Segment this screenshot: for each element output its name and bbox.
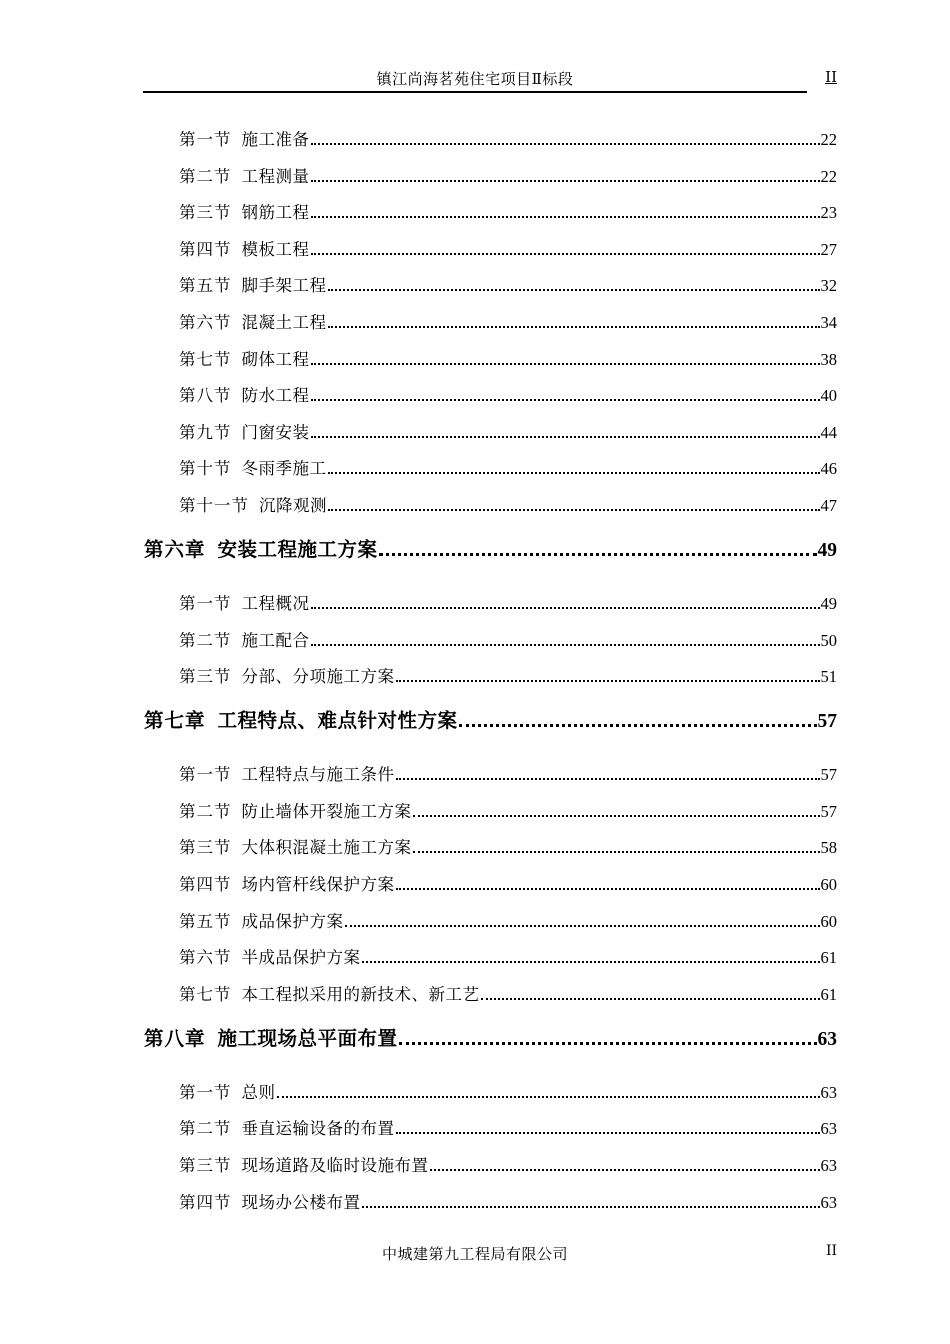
toc-entry-number: 第三节: [179, 1156, 232, 1175]
toc-entry-page: 51: [820, 667, 837, 687]
toc-chapter-entry[interactable]: [144, 1023, 837, 1051]
toc-entry-title: 施工配合: [241, 630, 310, 650]
toc-entry-number: 第二节: [179, 166, 232, 186]
toc-section-entry[interactable]: [179, 944, 837, 968]
toc-entry-title: 冬雨季施工: [241, 459, 327, 479]
toc-dot-leader: [396, 680, 820, 682]
toc-dot-leader: [399, 1042, 817, 1045]
toc-entry-number: 第二节: [179, 1119, 232, 1139]
toc-entry-title: 工程测量: [241, 166, 310, 186]
toc-dot-leader: [328, 289, 820, 291]
toc-dot-leader: [379, 553, 817, 556]
toc-entry-number: 第八章: [144, 1026, 206, 1050]
toc-entry-number: 第五节: [179, 911, 232, 931]
header-rule: [143, 91, 807, 93]
toc-entry-title: 安装工程施工方案: [217, 538, 378, 561]
toc-entry-number: 第四节: [179, 239, 232, 259]
toc-entry-page: 57: [817, 711, 837, 733]
toc-section-entry[interactable]: [179, 455, 837, 479]
toc-dot-leader: [328, 509, 820, 511]
toc-entry-number: 第四节: [179, 875, 232, 894]
toc-entry-title: 混凝土工程: [241, 313, 327, 332]
toc-section-entry[interactable]: [179, 346, 837, 370]
toc-section-entry[interactable]: [179, 1079, 837, 1103]
header-title: 镇江尚海茗苑住宅项目Ⅱ标段: [376, 70, 574, 88]
footer-company: 中城建第九工程局有限公司: [381, 1245, 568, 1263]
toc-dot-leader: [413, 851, 820, 853]
toc-entry-page: 34: [820, 313, 837, 332]
toc-entry-number: 第四节: [179, 1192, 232, 1212]
toc-entry-title: 场内管杆线保护方案: [241, 875, 395, 894]
toc-entry-title: 工程概况: [241, 594, 310, 613]
toc-section-entry[interactable]: [179, 382, 837, 406]
toc-entry-title: 门窗安装: [241, 422, 310, 442]
toc-entry-title: 分部、分项施工方案: [241, 667, 395, 687]
toc-section-entry[interactable]: [179, 627, 837, 651]
toc-entry-number: 第七节: [179, 984, 232, 1004]
toc-section-entry[interactable]: [179, 1152, 837, 1176]
toc-dot-leader: [459, 724, 817, 727]
toc-dot-leader: [311, 399, 820, 401]
toc-dot-leader: [413, 815, 820, 817]
toc-section-entry[interactable]: [179, 199, 837, 223]
toc-entry-title: 本工程拟采用的新技术、新工艺: [241, 984, 480, 1004]
toc-entry-title: 工程特点与施工条件: [241, 765, 395, 785]
toc-section-entry[interactable]: [179, 272, 837, 296]
toc-dot-leader: [396, 1132, 820, 1134]
toc-dot-leader: [311, 363, 820, 365]
toc-entry-number: 第七章: [144, 709, 206, 733]
toc-entry-page: 47: [820, 496, 837, 515]
toc-entry-number: 第一节: [179, 594, 232, 613]
toc-dot-leader: [311, 143, 820, 145]
toc-entry-number: 第五节: [179, 276, 232, 296]
toc-section-entry[interactable]: [179, 492, 837, 516]
toc-entry-number: 第三节: [179, 838, 232, 858]
toc-section-entry[interactable]: [179, 419, 837, 443]
toc-entry-page: 44: [820, 422, 837, 442]
toc-entry-page: 57: [820, 765, 837, 785]
toc-entry-title: 施工准备: [241, 130, 310, 149]
toc-section-entry[interactable]: [179, 126, 837, 150]
toc-section-entry[interactable]: [179, 309, 837, 333]
toc-dot-leader: [362, 961, 820, 963]
toc-section-entry[interactable]: [179, 798, 837, 822]
toc-entry-page: 22: [820, 130, 837, 149]
toc-dot-leader: [328, 472, 820, 474]
toc-entry-page: 22: [820, 166, 837, 186]
toc-entry-number: 第二节: [179, 801, 232, 821]
toc-entry-title: 工程特点、难点针对性方案: [217, 709, 458, 733]
toc-entry-page: 61: [820, 948, 837, 968]
toc-entry-page: 23: [820, 203, 837, 223]
toc-entry-title: 半成品保护方案: [241, 948, 361, 968]
toc-section-entry[interactable]: [179, 163, 837, 187]
toc-section-entry[interactable]: [179, 871, 837, 895]
toc-entry-number: 第一节: [179, 1082, 232, 1102]
toc-entry-page: 40: [820, 386, 837, 406]
toc-dot-leader: [481, 998, 820, 1000]
toc-dot-leader: [311, 253, 820, 255]
footer-page-number: II: [826, 1243, 838, 1259]
toc-dot-leader: [328, 326, 820, 328]
toc-section-entry[interactable]: [179, 761, 837, 785]
toc-entry-page: 63: [820, 1192, 837, 1212]
toc-dot-leader: [311, 216, 820, 218]
toc-entry-page: 60: [820, 911, 837, 931]
toc-entry-title: 模板工程: [241, 239, 310, 259]
toc-entry-title: 钢筋工程: [241, 203, 310, 223]
toc-entry-page: 32: [820, 276, 837, 296]
toc-entry-number: 第九节: [179, 422, 232, 442]
toc-entry-number: 第十一节: [179, 496, 249, 515]
toc-chapter-entry[interactable]: [144, 534, 837, 562]
toc-dot-leader: [311, 644, 820, 646]
toc-entry-number: 第六章: [144, 538, 206, 561]
toc-entry-number: 第三节: [179, 667, 232, 687]
toc-entry-title: 防止墙体开裂施工方案: [241, 801, 412, 821]
toc-entry-page: 63: [817, 1028, 837, 1050]
toc-entry-page: 63: [820, 1082, 837, 1102]
toc-entry-title: 垂直运输设备的布置: [241, 1119, 395, 1139]
toc-entry-title: 防水工程: [241, 386, 310, 406]
toc-dot-leader: [345, 925, 820, 927]
toc-dot-leader: [311, 180, 820, 182]
toc-section-entry[interactable]: [179, 834, 837, 858]
toc-section-entry[interactable]: [179, 908, 837, 932]
toc-entry-title: 现场道路及临时设施布置: [241, 1156, 429, 1175]
toc-entry-number: 第二节: [179, 630, 232, 650]
toc-entry-number: 第三节: [179, 203, 232, 223]
toc-section-entry[interactable]: [179, 981, 837, 1005]
toc-entry-page: 63: [820, 1156, 837, 1175]
toc-entry-page: 60: [820, 875, 837, 894]
toc-entry-page: 63: [820, 1119, 837, 1139]
toc-entry-number: 第七节: [179, 349, 232, 369]
toc-entry-number: 第十节: [179, 459, 232, 479]
toc-entry-title: 大体积混凝土施工方案: [241, 838, 412, 858]
toc-entry-page: 58: [820, 838, 837, 858]
toc-section-entry[interactable]: [179, 1115, 837, 1139]
toc-entry-number: 第一节: [179, 130, 232, 149]
toc-entry-page: 27: [820, 239, 837, 259]
toc-entry-title: 总则: [241, 1082, 276, 1102]
toc-entry-number: 第八节: [179, 386, 232, 406]
toc-dot-leader: [311, 607, 820, 609]
toc-entry-title: 施工现场总平面布置: [217, 1026, 398, 1050]
toc-entry-page: 50: [820, 630, 837, 650]
toc-dot-leader: [396, 778, 820, 780]
toc-dot-leader: [430, 1169, 820, 1171]
toc-dot-leader: [396, 888, 820, 890]
toc-entry-page: 61: [820, 984, 837, 1004]
toc-dot-leader: [277, 1096, 820, 1098]
toc-entry-number: 第六节: [179, 948, 232, 968]
page-header: [143, 62, 837, 92]
toc-dot-leader: [311, 436, 820, 438]
toc-entry-page: 38: [820, 349, 837, 369]
toc-entry-title: 成品保护方案: [241, 911, 344, 931]
toc-entry-page: 46: [820, 459, 837, 479]
toc-dot-leader: [362, 1206, 820, 1208]
toc-entry-number: 第六节: [179, 313, 232, 332]
toc-entry-title: 沉降观测: [259, 496, 327, 515]
toc-entry-title: 脚手架工程: [241, 276, 327, 296]
toc-entry-title: 砌体工程: [241, 349, 310, 369]
header-page-number: II: [825, 68, 837, 86]
toc-entry-title: 现场办公楼布置: [241, 1192, 361, 1212]
toc-chapter-entry[interactable]: [144, 705, 837, 733]
toc-entry-page: 49: [820, 594, 837, 613]
toc-section-entry[interactable]: [179, 663, 837, 687]
toc-section-entry[interactable]: [179, 1189, 837, 1213]
toc-entry-page: 57: [820, 801, 837, 821]
toc-section-entry[interactable]: [179, 236, 837, 260]
toc-section-entry[interactable]: [179, 590, 837, 614]
toc-entry-number: 第一节: [179, 765, 232, 785]
toc-entry-page: 49: [817, 540, 837, 561]
